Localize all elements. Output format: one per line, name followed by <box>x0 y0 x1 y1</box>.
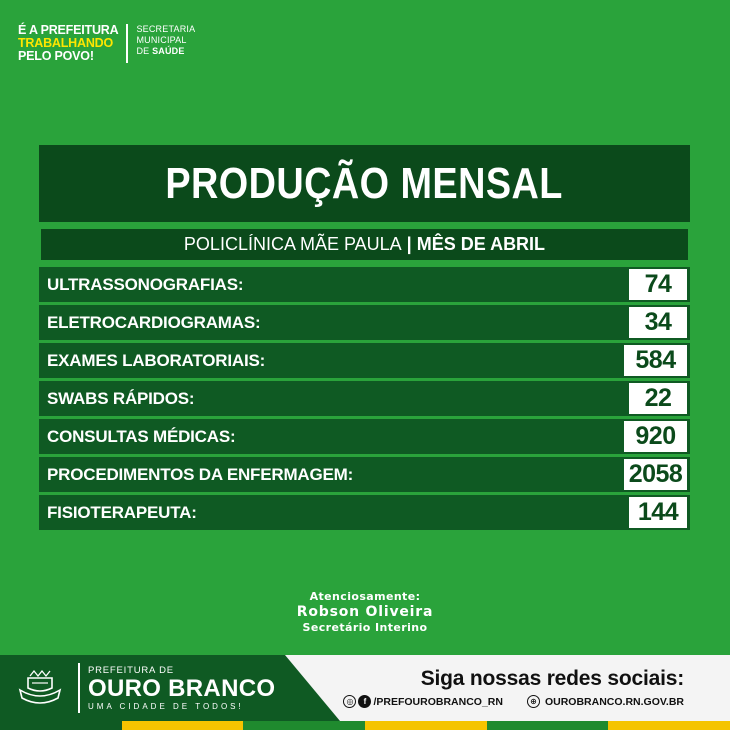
signature-name: Robson Oliveira <box>296 604 434 620</box>
page-title: PRODUÇÃO MENSAL <box>165 158 564 208</box>
row-label: ULTRASSONOGRAFIAS: <box>47 274 244 294</box>
social-handle[interactable]: /PREFOUROBRANCO_RN <box>373 695 503 708</box>
production-row <box>39 495 690 530</box>
subtitle <box>184 234 545 255</box>
website-link[interactable]: OUROBRANCO.RN.GOV.BR <box>544 695 684 708</box>
social-title: Siga nossas redes sociais: <box>420 667 684 690</box>
row-label: PROCEDIMENTOS DA ENFERMAGEM: <box>47 464 354 484</box>
instagram-icon[interactable]: ◎ <box>343 695 356 708</box>
signature-greeting: Atenciosamente: <box>309 590 421 603</box>
brand-text <box>88 665 275 711</box>
production-row <box>39 457 690 492</box>
footer <box>0 655 730 730</box>
secretaria-line-1: SECRETARIA <box>136 24 196 34</box>
secretaria-de: DE <box>136 46 153 56</box>
row-label: FISIOTERAPEUTA: <box>47 502 197 522</box>
production-row <box>39 343 690 378</box>
brand-city: OURO BRANCO <box>88 675 276 702</box>
row-label: EXAMES LABORATORIAIS: <box>47 350 266 370</box>
secretaria-saude: SAÚDE <box>152 46 185 56</box>
row-value: 2058 <box>624 459 687 490</box>
production-row <box>39 305 690 340</box>
stripe <box>122 721 244 730</box>
facebook-icon[interactable]: f <box>358 695 371 708</box>
slogan-line-3: PELO POVO! <box>18 49 94 63</box>
production-row <box>39 267 690 302</box>
subtitle-separator: | <box>401 234 417 254</box>
row-label: SWABS RÁPIDOS: <box>47 388 195 408</box>
brand-tagline: UMA CIDADE DE TODOS! <box>88 702 244 711</box>
row-value: 74 <box>629 269 687 300</box>
production-list <box>39 267 690 533</box>
subtitle-period: MÊS DE ABRIL <box>416 234 546 254</box>
subtitle-bar <box>39 227 690 262</box>
production-row <box>39 419 690 454</box>
row-label: CONSULTAS MÉDICAS: <box>47 426 236 446</box>
row-value: 22 <box>629 383 687 414</box>
secretaria-line-2: MUNICIPAL <box>136 35 187 45</box>
brand-divider <box>78 663 80 713</box>
subtitle-place: POLICLÍNICA MÃE PAULA <box>183 234 402 254</box>
secretaria-label <box>136 24 195 63</box>
row-value: 584 <box>624 345 687 376</box>
slogan-line-1: É A PREFEITURA <box>18 23 119 37</box>
slogan <box>18 24 118 63</box>
production-row <box>39 381 690 416</box>
city-brand <box>0 655 300 721</box>
social-block <box>343 667 684 708</box>
social-links <box>343 695 684 708</box>
stripe <box>243 721 365 730</box>
signature <box>0 590 730 634</box>
top-logo <box>18 24 195 63</box>
brand-prefeitura: PREFEITURA DE <box>88 665 174 676</box>
stripe <box>365 721 487 730</box>
stripe <box>0 721 122 730</box>
row-value: 34 <box>629 307 687 338</box>
city-crest-icon <box>14 668 66 708</box>
row-value: 144 <box>629 497 687 528</box>
signature-role: Secretário Interino <box>302 621 428 634</box>
row-label: ELETROCARDIOGRAMAS: <box>47 312 261 332</box>
stripe <box>608 721 730 730</box>
color-stripes <box>0 721 730 730</box>
secretaria-line-3 <box>136 46 195 57</box>
slogan-line-2: TRABALHANDO <box>18 36 114 50</box>
slogan-divider <box>126 24 128 63</box>
globe-icon[interactable]: ⊕ <box>527 695 540 708</box>
row-value: 920 <box>624 421 687 452</box>
stripe <box>487 721 609 730</box>
title-bar <box>39 145 690 222</box>
